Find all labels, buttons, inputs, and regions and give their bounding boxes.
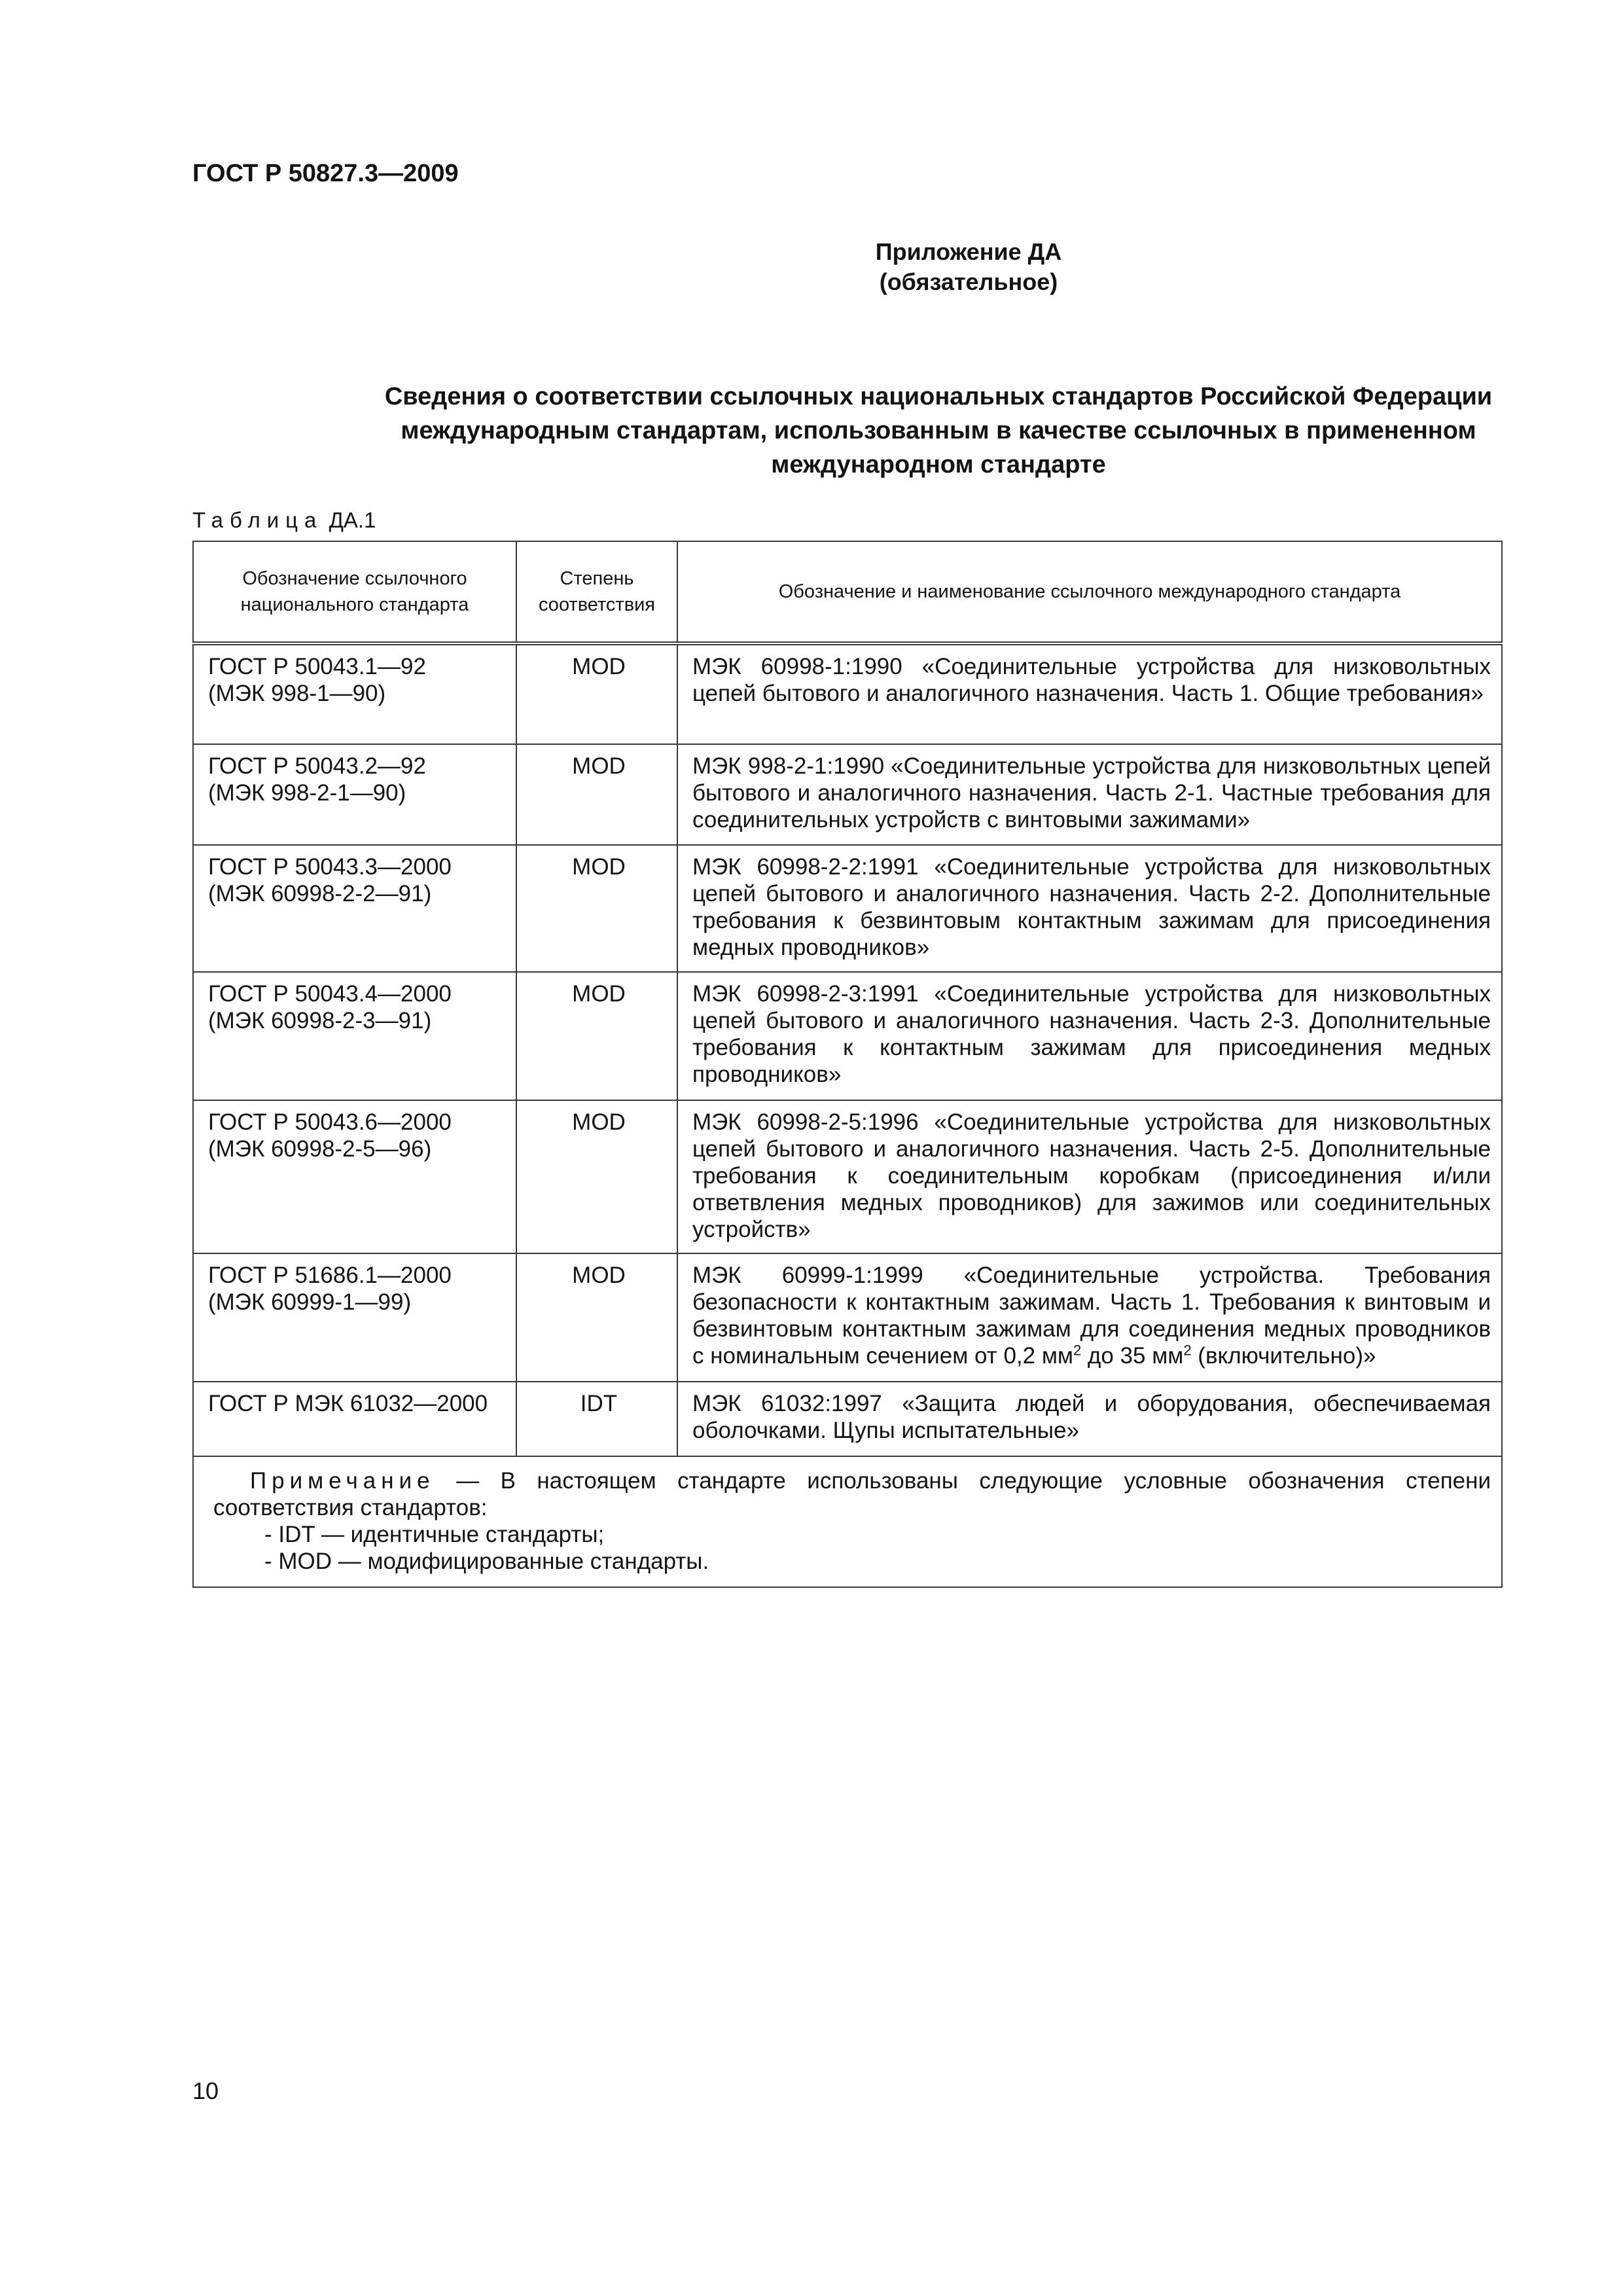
section-title-line: международном стандарте [771,451,1106,478]
national-standard-cell [193,744,516,845]
degree-cell: MOD [516,972,677,1100]
document-code: ГОСТ Р 50827.3—2009 [192,160,459,187]
header-international-standard: Обозначение и наименование ссылочного международного стандарта [677,541,1502,643]
degree-cell: MOD [516,643,677,744]
annex-title: Приложение ДА [875,238,1062,265]
table-caption [192,508,376,533]
annex-heading [0,237,1623,297]
international-standard-cell: МЭК 60998-2-3:1991 «Соединительные устройства для низковольтных цепей бытового и аналогичного назначения. Часть 2-3. Дополнительные требования к контактным зажимам для присоединения медных проводников» [677,972,1502,1100]
international-standard-cell: МЭК 61032:1997 «Защита людей и оборудования, обеспечиваемая оболочками. Щупы испытательные» [677,1382,1502,1456]
national-standard-alt: (МЭК 998-2-1—90) [208,780,406,806]
national-standard: ГОСТ Р 50043.6—2000 [208,1109,452,1135]
national-standard-cell [193,1100,516,1253]
international-standard-cell: МЭК 60998-2-2:1991 «Соединительные устройства для низковольтных цепей бытового и аналогичного назначения. Часть 2-2. Дополнительные требования к безвинтовым контактным зажимам для присоединения медных проводников» [677,845,1502,972]
section-title [192,380,1623,482]
note-label: Примечание [250,1468,435,1494]
international-standard-cell [677,1253,1502,1382]
national-standard: ГОСТ Р 50043.3—2000 [208,854,452,880]
note-item: - IDT — идентичные стандарты; [264,1522,605,1547]
national-standard-cell [193,643,516,744]
degree-cell: MOD [516,1100,677,1253]
table-row [193,643,1502,744]
national-standard: ГОСТ Р 50043.4—2000 [208,981,452,1007]
international-standard-cell: МЭК 998-2-1:1990 «Соединительные устройства для низковольтных цепей бытового и аналогичного назначения. Часть 2-1. Частные требования для соединительных устройств с винтовыми зажимами» [677,744,1502,845]
national-standard-alt: (МЭК 60998-2-3—91) [208,1008,432,1033]
page-number: 10 [192,2077,219,2104]
table-caption-label: Таблица [192,508,323,532]
table-header-row [193,541,1502,643]
section-title-line: Сведения о соответствии ссылочных национальных стандартов Российской Федерации [384,383,1493,410]
national-standard: ГОСТ Р 51686.1—2000 [208,1263,452,1288]
international-standard-text-end: (включительно)» [1191,1343,1376,1369]
national-standard-cell [193,972,516,1100]
national-standard: ГОСТ Р 50043.1—92 [208,654,426,679]
international-standard-text-mid: до 35 мм [1081,1343,1184,1369]
degree-cell: MOD [516,845,677,972]
note-item: - MOD — модифицированные стандарты. [264,1549,709,1574]
national-standard-alt: (МЭК 60999-1—99) [208,1289,412,1315]
table-row [193,1100,1502,1253]
section-title-line: международным стандартам, использованным в качестве ссылочных в примененном [401,417,1476,444]
superscript-square: 2 [1073,1342,1082,1359]
national-standard-cell [193,845,516,972]
superscript-square: 2 [1183,1342,1192,1359]
international-standard-text: МЭК 60999-1:1999 «Соединительные устройства. Требования безопасности к контактным зажимам. Часть 1. Требования к винтовым и безвинтовым контактным зажимам для соединения медных проводников с номинальным сечением от 0,2 мм [692,1263,1491,1369]
note-paragraph [213,1467,1491,1521]
table-note [193,1456,1502,1587]
national-standard-cell [193,1253,516,1382]
national-standard-alt: (МЭК 60998-2-2—91) [208,881,432,906]
table-row [193,972,1502,1100]
table-row [193,845,1502,972]
degree-cell: IDT [516,1382,677,1456]
table-note-row [193,1456,1502,1587]
standards-table [192,541,1503,1588]
table-row [193,1382,1502,1456]
degree-cell: MOD [516,1253,677,1382]
national-standard: ГОСТ Р МЭК 61032—2000 [208,1391,488,1416]
table-row [193,744,1502,845]
national-standard: ГОСТ Р 50043.2—92 [208,753,426,779]
note-text: — В настоящем стандарте использованы следующие условные обозначения степени соответствия стандартов: [213,1468,1491,1520]
international-standard-cell: МЭК 60998-2-5:1996 «Соединительные устройства для низковольтных цепей бытового и аналогичного назначения. Часть 2-5. Дополнительные требования к соединительным коробкам (присоединения и/или ответвления медных проводников) для зажимов или соединительных устройств» [677,1100,1502,1253]
annex-type: (обязательное) [879,268,1058,295]
table-row [193,1253,1502,1382]
header-degree: Степень соответствия [516,541,677,643]
national-standard-alt: (МЭК 60998-2-5—96) [208,1136,432,1162]
header-national-standard: Обозначение ссылочного национального стандарта [193,541,516,643]
international-standard-cell: МЭК 60998-1:1990 «Соединительные устройства для низковольтных цепей бытового и аналогичного назначения. Часть 1. Общие требования» [677,643,1502,744]
national-standard-alt: (МЭК 998-1—90) [208,681,386,706]
national-standard-cell [193,1382,516,1456]
degree-cell: MOD [516,744,677,845]
table-caption-number: ДА.1 [329,508,376,532]
